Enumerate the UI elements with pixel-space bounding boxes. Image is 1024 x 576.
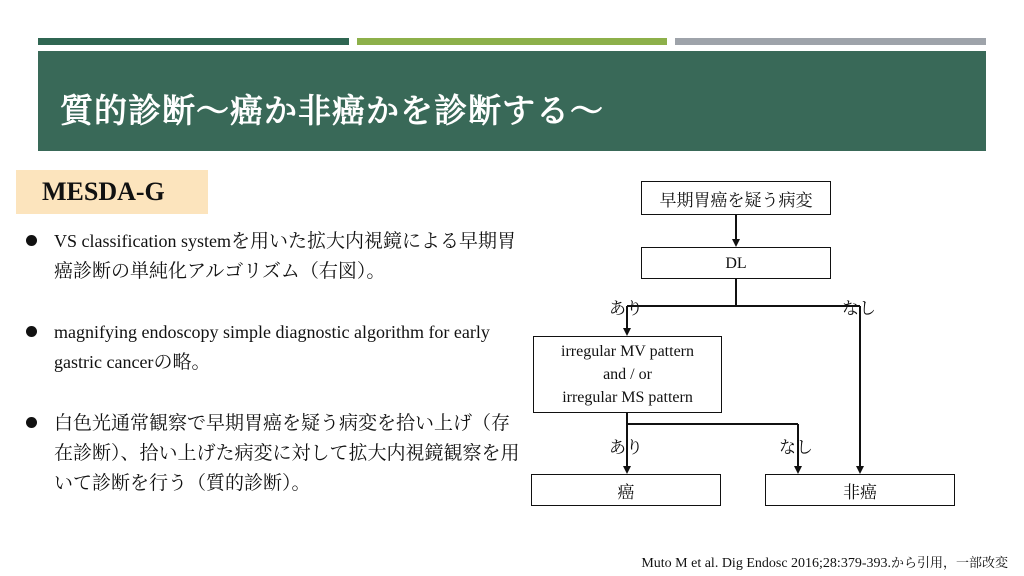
flow-mv-yes-label: あり: [609, 438, 643, 458]
flow-start-label: 早期胃癌を疑う病変: [659, 190, 813, 211]
bullet-text: VS classification systemを用いた拡大内視鏡による早期胃癌診断の単純化アルゴリズム（右図）。: [54, 230, 516, 282]
flow-dl-label: DL: [725, 254, 747, 272]
bullet-text: magnifying endoscopy simple diagnostic algorithm for early gastric cancerの略。: [54, 322, 490, 373]
flow-dl-no-label: なし: [842, 299, 876, 319]
flow-mv-line1: irregular MV pattern: [561, 343, 694, 360]
flow-cancer-label: 癌: [617, 482, 635, 503]
flow-start-box: [641, 181, 831, 215]
flow-noncancer-label: 非癌: [843, 482, 877, 503]
bullet-text: 白色光通常観察で早期胃癌を疑う病変を拾い上げ（存在診断）、拾い上げた病変に対して拡大内視鏡観察を用いて診断を行う（質的診断）。: [54, 412, 520, 494]
flow-mv-line3: irregular MS pattern: [562, 389, 693, 406]
flow-noncancer-box: [765, 474, 955, 506]
citation-source: Muto M et al. Dig Endosc 2016;28:379-393.: [641, 556, 891, 571]
citation-note: から引用，一部改変: [890, 556, 1008, 571]
flow-cancer-box: [531, 474, 721, 506]
slide-title: 質的診断〜癌か非癌かを診断する〜: [60, 91, 604, 130]
flow-mv-line2: and / or: [603, 366, 652, 383]
section-tag-label: MESDA-G: [42, 177, 165, 206]
flow-mv-no-label: なし: [779, 438, 813, 458]
citation: [641, 552, 1008, 572]
flow-dl-yes-label: あり: [609, 299, 643, 319]
flow-dl-box: [641, 247, 831, 279]
flow-mv-ms-box: [533, 336, 722, 413]
